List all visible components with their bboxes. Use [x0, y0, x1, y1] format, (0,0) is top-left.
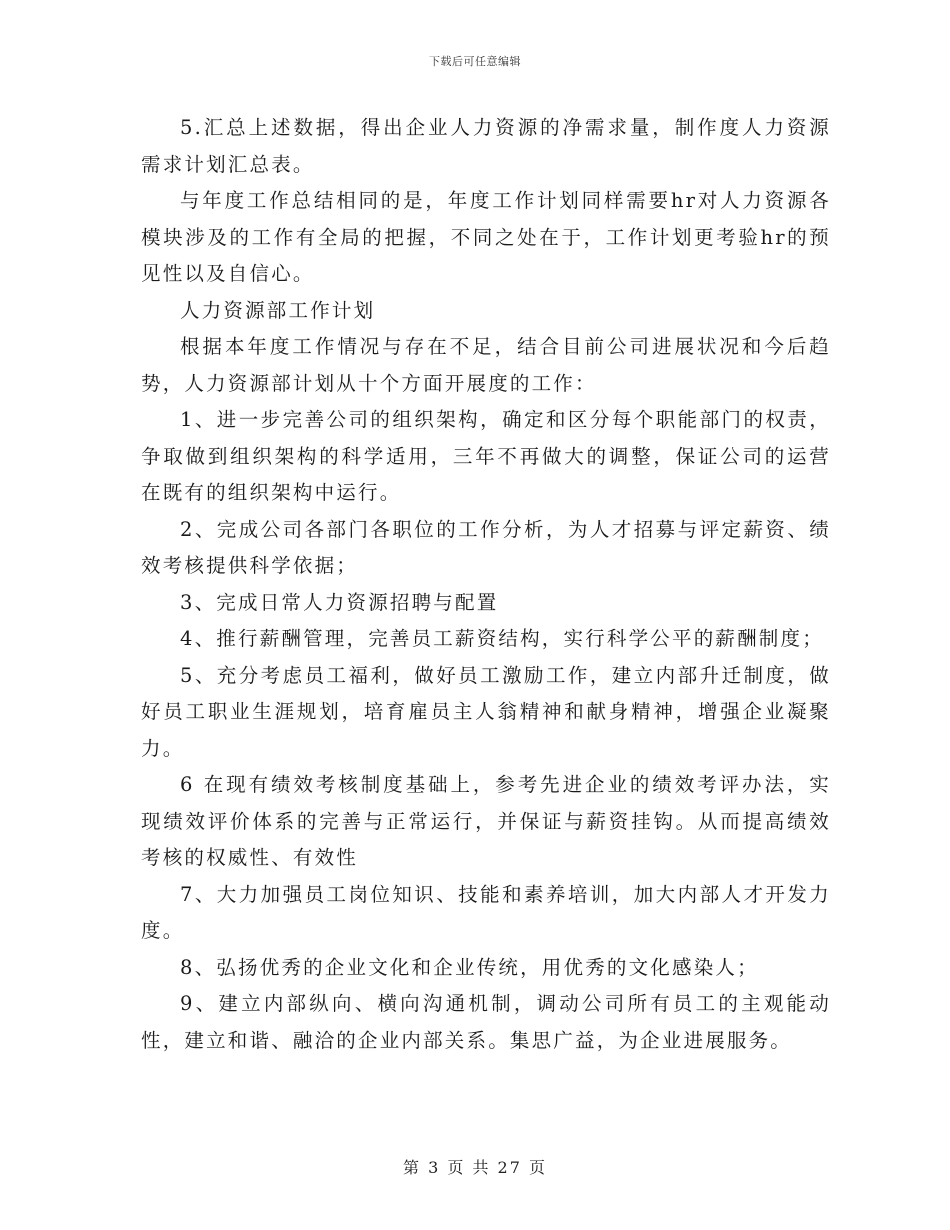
- document-body: [141, 110, 831, 1059]
- section-heading-hr-work-plan: 人力资源部工作计划: [180, 298, 376, 322]
- plan-item-6: 6 在现有绩效考核制度基础上，参考先进企业的绩效考评办法，实现绩效评价体系的完善与正常运行，并保证与薪资挂钩。从而提高绩效考核的权威性、有效性: [141, 773, 831, 869]
- plan-item-7: 7、大力加强员工岗位知识、技能和素养培训，加大内部人才开发力度。: [141, 882, 831, 942]
- page-header: 下载后可任意编辑: [429, 55, 521, 68]
- plan-item-4: 4、推行薪酬管理，完善员工薪资结构，实行科学公平的薪酬制度；: [180, 627, 824, 650]
- plan-item-5: 5、充分考虑员工福利，做好员工激励工作，建立内部升迁制度，做好员工职业生涯规划，培育雇员主人翁精神和献身精神，增强企业凝聚力。: [141, 663, 831, 760]
- paragraph-plan-intro: 根据本年度工作情况与存在不足，结合目前公司进展状况和今后趋势，人力资源部计划从十个方面开展度的工作：: [141, 335, 831, 395]
- plan-item-3: 3、完成日常人力资源招聘与配置: [180, 590, 499, 614]
- paragraph-annual-plan-comparison: 与年度工作总结相同的是，年度工作计划同样需要hr对人力资源各模块涉及的工作有全局的把握，不同之处在于，工作计划更考验hr的预见性以及自信心。: [141, 189, 831, 285]
- page-footer: 第 3 页 共 27 页: [403, 1158, 547, 1177]
- plan-item-9: 9、建立内部纵向、横向沟通机制，调动公司所有员工的主观能动性，建立和谐、融洽的企业内部关系。集思广益，为企业进展服务。: [141, 992, 831, 1052]
- paragraph-summary-step5: 5.汇总上述数据，得出企业人力资源的净需求量，制作度人力资源需求计划汇总表。: [141, 116, 831, 176]
- plan-item-8: 8、弘扬优秀的企业文化和企业传统，用优秀的文化感染人；: [180, 955, 759, 979]
- plan-item-1: 1、进一步完善公司的组织架构，确定和区分每个职能部门的权责，争取做到组织架构的科学适用，三年不再做大的调整，保证公司的运营在既有的组织架构中运行。: [141, 408, 831, 504]
- plan-item-2: 2、完成公司各部门各职位的工作分析，为人才招募与评定薪资、绩效考核提供科学依据；: [141, 517, 831, 577]
